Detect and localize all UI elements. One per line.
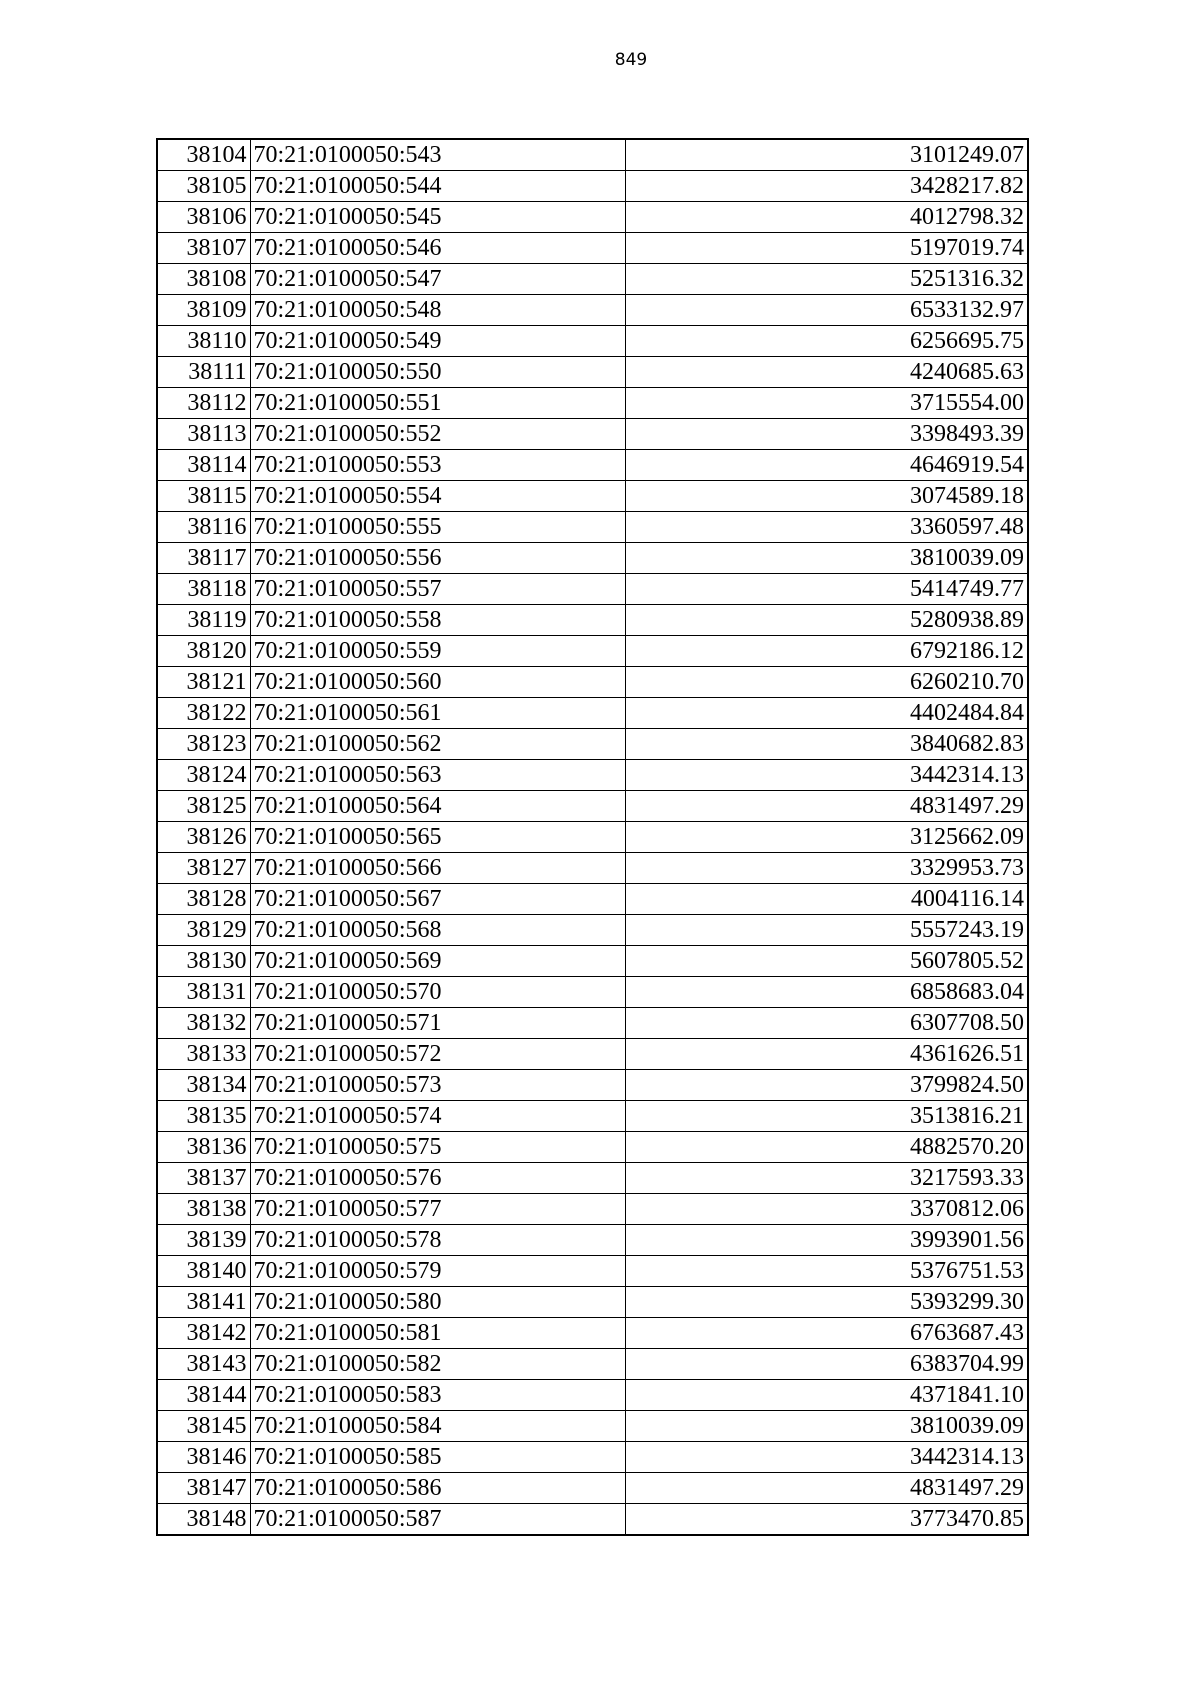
cadastral-value-cell: 5376751.53 — [625, 1256, 1028, 1287]
row-number-cell: 38111 — [157, 357, 250, 388]
cadastral-number-cell: 70:21:0100050:546 — [250, 233, 625, 264]
row-number-cell: 38138 — [157, 1194, 250, 1225]
row-number-cell: 38115 — [157, 481, 250, 512]
row-number-cell: 38119 — [157, 605, 250, 636]
cadastral-number-cell: 70:21:0100050:564 — [250, 791, 625, 822]
row-number-cell: 38125 — [157, 791, 250, 822]
table-row — [157, 1411, 1028, 1442]
table-row — [157, 1473, 1028, 1504]
table-row — [157, 822, 1028, 853]
cadastral-value-cell: 6763687.43 — [625, 1318, 1028, 1349]
cadastral-number-cell: 70:21:0100050:548 — [250, 295, 625, 326]
row-number-cell: 38143 — [157, 1349, 250, 1380]
row-number-cell: 38120 — [157, 636, 250, 667]
cadastral-value-cell: 3125662.09 — [625, 822, 1028, 853]
cadastral-number-cell: 70:21:0100050:571 — [250, 1008, 625, 1039]
cadastral-number-cell: 70:21:0100050:576 — [250, 1163, 625, 1194]
table-row — [157, 729, 1028, 760]
cadastral-number-cell: 70:21:0100050:553 — [250, 450, 625, 481]
table-row — [157, 264, 1028, 295]
cadastral-number-cell: 70:21:0100050:557 — [250, 574, 625, 605]
page-number: 849 — [614, 50, 648, 70]
row-number-cell: 38104 — [157, 139, 250, 171]
cadastral-value-cell: 6383704.99 — [625, 1349, 1028, 1380]
table-row — [157, 1287, 1028, 1318]
row-number-cell: 38112 — [157, 388, 250, 419]
cadastral-number-cell: 70:21:0100050:554 — [250, 481, 625, 512]
row-number-cell: 38128 — [157, 884, 250, 915]
cadastral-value-cell: 5557243.19 — [625, 915, 1028, 946]
cadastral-value-cell: 3810039.09 — [625, 1411, 1028, 1442]
cadastral-value-cell: 4646919.54 — [625, 450, 1028, 481]
cadastral-value-cell: 3217593.33 — [625, 1163, 1028, 1194]
row-number-cell: 38122 — [157, 698, 250, 729]
row-number-cell: 38139 — [157, 1225, 250, 1256]
cadastral-value-cell: 4240685.63 — [625, 357, 1028, 388]
row-number-cell: 38123 — [157, 729, 250, 760]
cadastral-value-cell: 6858683.04 — [625, 977, 1028, 1008]
cadastral-number-cell: 70:21:0100050:565 — [250, 822, 625, 853]
table-row — [157, 853, 1028, 884]
cadastral-number-cell: 70:21:0100050:575 — [250, 1132, 625, 1163]
cadastral-value-table — [156, 138, 1029, 1536]
cadastral-number-cell: 70:21:0100050:543 — [250, 139, 625, 171]
table-row — [157, 636, 1028, 667]
row-number-cell: 38137 — [157, 1163, 250, 1194]
cadastral-value-cell: 3715554.00 — [625, 388, 1028, 419]
row-number-cell: 38131 — [157, 977, 250, 1008]
table-row — [157, 202, 1028, 233]
row-number-cell: 38144 — [157, 1380, 250, 1411]
row-number-cell: 38121 — [157, 667, 250, 698]
cadastral-value-cell: 4831497.29 — [625, 791, 1028, 822]
cadastral-number-cell: 70:21:0100050:555 — [250, 512, 625, 543]
table-row — [157, 574, 1028, 605]
cadastral-value-cell: 3840682.83 — [625, 729, 1028, 760]
cadastral-value-cell: 6533132.97 — [625, 295, 1028, 326]
row-number-cell: 38105 — [157, 171, 250, 202]
table-row — [157, 481, 1028, 512]
cadastral-number-cell: 70:21:0100050:560 — [250, 667, 625, 698]
cadastral-value-cell: 3513816.21 — [625, 1101, 1028, 1132]
row-number-cell: 38110 — [157, 326, 250, 357]
cadastral-value-cell: 3442314.13 — [625, 760, 1028, 791]
table-row — [157, 791, 1028, 822]
table-row — [157, 1008, 1028, 1039]
table-row — [157, 326, 1028, 357]
row-number-cell: 38145 — [157, 1411, 250, 1442]
cadastral-value-cell: 3810039.09 — [625, 543, 1028, 574]
cadastral-value-cell: 3074589.18 — [625, 481, 1028, 512]
row-number-cell: 38106 — [157, 202, 250, 233]
table-body — [157, 139, 1028, 1535]
table-row — [157, 946, 1028, 977]
row-number-cell: 38132 — [157, 1008, 250, 1039]
cadastral-number-cell: 70:21:0100050:583 — [250, 1380, 625, 1411]
cadastral-number-cell: 70:21:0100050:556 — [250, 543, 625, 574]
table-row — [157, 1349, 1028, 1380]
cadastral-value-cell: 3370812.06 — [625, 1194, 1028, 1225]
row-number-cell: 38136 — [157, 1132, 250, 1163]
cadastral-value-cell: 6792186.12 — [625, 636, 1028, 667]
cadastral-value-cell: 4361626.51 — [625, 1039, 1028, 1070]
cadastral-number-cell: 70:21:0100050:574 — [250, 1101, 625, 1132]
table-row — [157, 357, 1028, 388]
table-row — [157, 1225, 1028, 1256]
cadastral-number-cell: 70:21:0100050:584 — [250, 1411, 625, 1442]
cadastral-number-cell: 70:21:0100050:551 — [250, 388, 625, 419]
table-row — [157, 1039, 1028, 1070]
table-row — [157, 233, 1028, 264]
cadastral-number-cell: 70:21:0100050:549 — [250, 326, 625, 357]
table-row — [157, 1070, 1028, 1101]
cadastral-number-cell: 70:21:0100050:566 — [250, 853, 625, 884]
cadastral-number-cell: 70:21:0100050:562 — [250, 729, 625, 760]
cadastral-number-cell: 70:21:0100050:559 — [250, 636, 625, 667]
table-row — [157, 543, 1028, 574]
table-row — [157, 171, 1028, 202]
cadastral-value-cell: 4882570.20 — [625, 1132, 1028, 1163]
table-row — [157, 139, 1028, 171]
cadastral-value-cell: 4004116.14 — [625, 884, 1028, 915]
cadastral-value-cell: 3428217.82 — [625, 171, 1028, 202]
table-row — [157, 1101, 1028, 1132]
table-row — [157, 667, 1028, 698]
cadastral-number-cell: 70:21:0100050:550 — [250, 357, 625, 388]
cadastral-number-cell: 70:21:0100050:581 — [250, 1318, 625, 1349]
cadastral-value-cell: 3993901.56 — [625, 1225, 1028, 1256]
table-row — [157, 1504, 1028, 1536]
row-number-cell: 38135 — [157, 1101, 250, 1132]
row-number-cell: 38109 — [157, 295, 250, 326]
table-row — [157, 1132, 1028, 1163]
row-number-cell: 38116 — [157, 512, 250, 543]
cadastral-value-cell: 5607805.52 — [625, 946, 1028, 977]
table-row — [157, 915, 1028, 946]
table-row — [157, 1194, 1028, 1225]
cadastral-value-cell: 6307708.50 — [625, 1008, 1028, 1039]
row-number-cell: 38117 — [157, 543, 250, 574]
cadastral-value-cell: 5197019.74 — [625, 233, 1028, 264]
row-number-cell: 38126 — [157, 822, 250, 853]
cadastral-value-cell: 5280938.89 — [625, 605, 1028, 636]
cadastral-value-cell: 4371841.10 — [625, 1380, 1028, 1411]
table-row — [157, 605, 1028, 636]
cadastral-value-cell: 6260210.70 — [625, 667, 1028, 698]
row-number-cell: 38107 — [157, 233, 250, 264]
table-row — [157, 1380, 1028, 1411]
cadastral-number-cell: 70:21:0100050:572 — [250, 1039, 625, 1070]
cadastral-number-cell: 70:21:0100050:586 — [250, 1473, 625, 1504]
table-row — [157, 295, 1028, 326]
cadastral-value-cell: 3101249.07 — [625, 139, 1028, 171]
table-row — [157, 1256, 1028, 1287]
row-number-cell: 38129 — [157, 915, 250, 946]
row-number-cell: 38141 — [157, 1287, 250, 1318]
cadastral-number-cell: 70:21:0100050:567 — [250, 884, 625, 915]
cadastral-value-cell: 4402484.84 — [625, 698, 1028, 729]
row-number-cell: 38114 — [157, 450, 250, 481]
cadastral-number-cell: 70:21:0100050:579 — [250, 1256, 625, 1287]
table-row — [157, 760, 1028, 791]
cadastral-number-cell: 70:21:0100050:587 — [250, 1504, 625, 1536]
cadastral-number-cell: 70:21:0100050:561 — [250, 698, 625, 729]
cadastral-number-cell: 70:21:0100050:544 — [250, 171, 625, 202]
table-row — [157, 1442, 1028, 1473]
cadastral-value-cell: 6256695.75 — [625, 326, 1028, 357]
cadastral-value-cell: 5393299.30 — [625, 1287, 1028, 1318]
cadastral-number-cell: 70:21:0100050:558 — [250, 605, 625, 636]
row-number-cell: 38148 — [157, 1504, 250, 1536]
cadastral-value-cell: 4831497.29 — [625, 1473, 1028, 1504]
row-number-cell: 38142 — [157, 1318, 250, 1349]
cadastral-number-cell: 70:21:0100050:568 — [250, 915, 625, 946]
cadastral-value-cell: 3773470.85 — [625, 1504, 1028, 1536]
cadastral-number-cell: 70:21:0100050:569 — [250, 946, 625, 977]
cadastral-number-cell: 70:21:0100050:545 — [250, 202, 625, 233]
cadastral-number-cell: 70:21:0100050:577 — [250, 1194, 625, 1225]
cadastral-number-cell: 70:21:0100050:552 — [250, 419, 625, 450]
row-number-cell: 38140 — [157, 1256, 250, 1287]
table-row — [157, 512, 1028, 543]
row-number-cell: 38130 — [157, 946, 250, 977]
table-row — [157, 884, 1028, 915]
cadastral-number-cell: 70:21:0100050:580 — [250, 1287, 625, 1318]
cadastral-value-cell: 3799824.50 — [625, 1070, 1028, 1101]
row-number-cell: 38147 — [157, 1473, 250, 1504]
row-number-cell: 38133 — [157, 1039, 250, 1070]
row-number-cell: 38127 — [157, 853, 250, 884]
row-number-cell: 38113 — [157, 419, 250, 450]
cadastral-value-cell: 3360597.48 — [625, 512, 1028, 543]
row-number-cell: 38118 — [157, 574, 250, 605]
table-row — [157, 977, 1028, 1008]
cadastral-value-cell: 5414749.77 — [625, 574, 1028, 605]
cadastral-value-cell: 3398493.39 — [625, 419, 1028, 450]
cadastral-number-cell: 70:21:0100050:547 — [250, 264, 625, 295]
cadastral-value-cell: 4012798.32 — [625, 202, 1028, 233]
cadastral-number-cell: 70:21:0100050:563 — [250, 760, 625, 791]
row-number-cell: 38124 — [157, 760, 250, 791]
row-number-cell: 38134 — [157, 1070, 250, 1101]
cadastral-number-cell: 70:21:0100050:573 — [250, 1070, 625, 1101]
table-row — [157, 698, 1028, 729]
cadastral-number-cell: 70:21:0100050:582 — [250, 1349, 625, 1380]
table-row — [157, 1163, 1028, 1194]
cadastral-value-cell: 3442314.13 — [625, 1442, 1028, 1473]
cadastral-number-cell: 70:21:0100050:578 — [250, 1225, 625, 1256]
cadastral-number-cell: 70:21:0100050:585 — [250, 1442, 625, 1473]
cadastral-value-cell: 3329953.73 — [625, 853, 1028, 884]
table-row — [157, 419, 1028, 450]
table-row — [157, 388, 1028, 419]
row-number-cell: 38146 — [157, 1442, 250, 1473]
cadastral-value-cell: 5251316.32 — [625, 264, 1028, 295]
cadastral-number-cell: 70:21:0100050:570 — [250, 977, 625, 1008]
row-number-cell: 38108 — [157, 264, 250, 295]
table-row — [157, 450, 1028, 481]
table-row — [157, 1318, 1028, 1349]
